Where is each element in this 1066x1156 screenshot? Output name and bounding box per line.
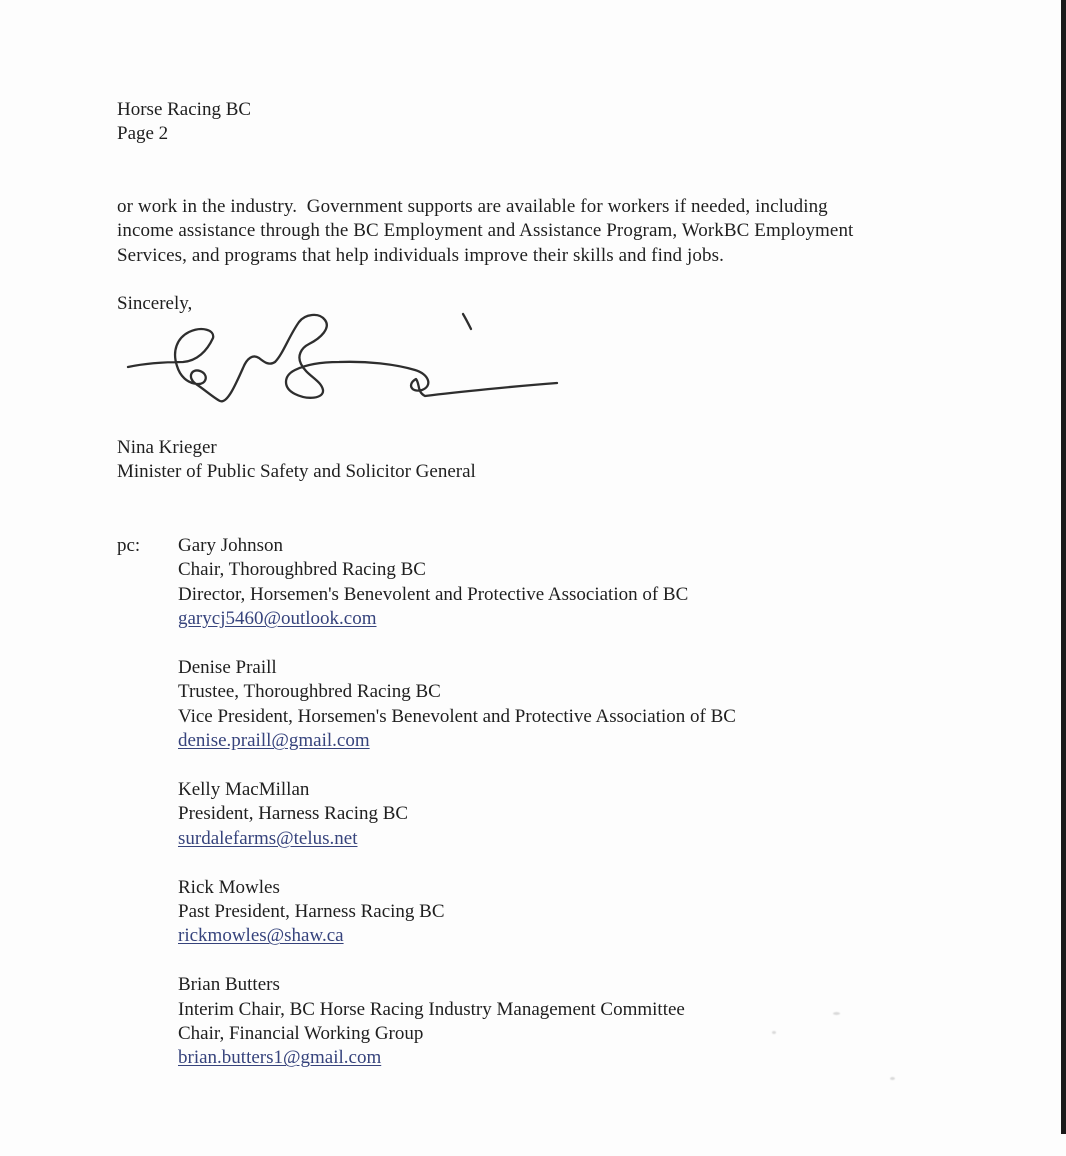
cc-entry: [178, 656, 898, 754]
header-organization: Horse Racing BC: [117, 99, 252, 120]
cc-email-link[interactable]: rickmowles@shaw.ca: [178, 925, 344, 947]
cc-email-link[interactable]: brian.butters1@gmail.com: [178, 1047, 382, 1069]
signature-block: [117, 436, 476, 485]
cc-role: Chair, Thoroughbred Racing BC: [178, 559, 426, 581]
handwritten-signature-image: [117, 306, 567, 411]
cc-list: [178, 534, 898, 1095]
signature-stray-mark: [463, 314, 471, 329]
cc-role: President, Harness Racing BC: [178, 803, 409, 825]
cc-email-link[interactable]: denise.praill@gmail.com: [178, 730, 370, 752]
scan-speck: [833, 1012, 840, 1015]
scan-speck: [772, 1031, 776, 1034]
cc-role: Interim Chair, BC Horse Racing Industry Management Committee: [178, 998, 685, 1020]
scan-edge-artifact: [1061, 0, 1066, 1134]
cc-email-link[interactable]: garycj5460@outlook.com: [178, 608, 377, 630]
cc-entry: [178, 876, 898, 949]
cc-name: Brian Butters: [178, 974, 280, 996]
cc-role: Chair, Financial Working Group: [178, 1023, 424, 1045]
body-line: Services, and programs that help individuals improve their skills and find jobs.: [117, 244, 724, 266]
scan-speck: [890, 1077, 895, 1080]
cc-name: Gary Johnson: [178, 535, 284, 556]
body-paragraph: [117, 195, 853, 268]
cc-entry: [178, 778, 898, 851]
header-page-number: Page 2: [117, 123, 169, 145]
cc-role: Director, Horsemen's Benevolent and Protective Association of BC: [178, 583, 689, 605]
cc-label: pc:: [117, 535, 141, 556]
cc-entry: [178, 973, 898, 1071]
cc-role: Trustee, Thoroughbred Racing BC: [178, 681, 441, 703]
cc-name: Kelly MacMillan: [178, 779, 310, 801]
letter-header: [117, 98, 251, 147]
closing-salutation: Sincerely,: [117, 293, 193, 314]
cc-entry: [178, 534, 898, 632]
cc-role: Past President, Harness Racing BC: [178, 901, 445, 923]
signer-name: Nina Krieger: [117, 437, 217, 458]
signer-title: Minister of Public Safety and Solicitor General: [117, 461, 476, 483]
cc-email-link[interactable]: surdalefarms@telus.net: [178, 827, 358, 849]
body-line: income assistance through the BC Employment and Assistance Program, WorkBC Employment: [117, 220, 854, 242]
cc-role: Vice President, Horsemen's Benevolent and Protective Association of BC: [178, 705, 736, 727]
cc-name: Rick Mowles: [178, 876, 280, 898]
cc-name: Denise Praill: [178, 657, 277, 679]
body-line: or work in the industry. Government supports are available for workers if needed, including: [117, 196, 828, 217]
